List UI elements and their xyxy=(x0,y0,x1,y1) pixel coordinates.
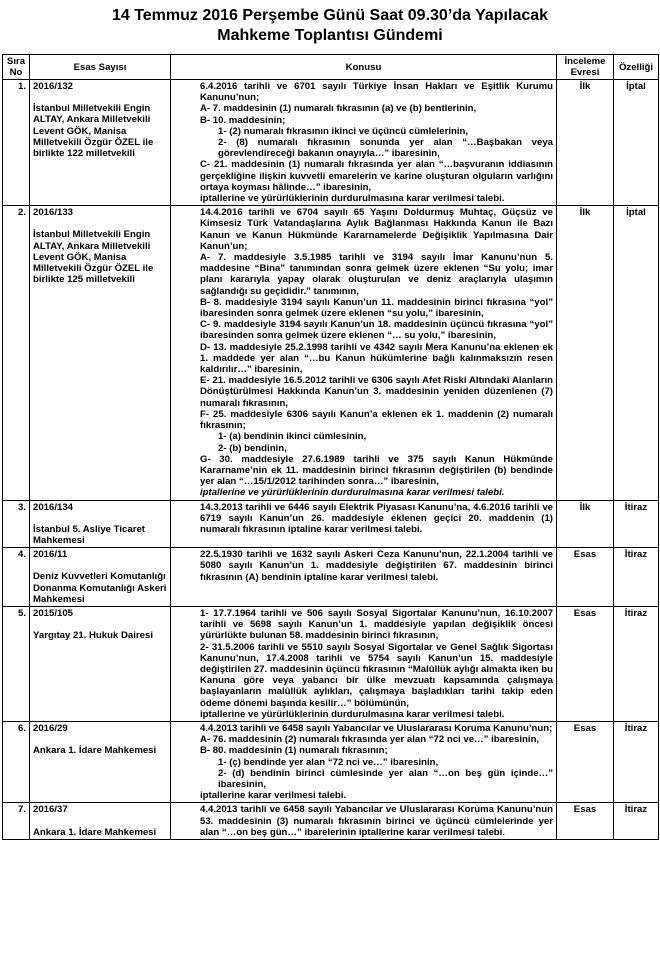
esas-number: 2016/37 xyxy=(33,804,68,816)
konusu-line: B- 8. maddesiyle 3194 sayılı Kanun’un 11. maddesinin birinci fıkrasına “yol” ibaresinden sonra gelmek üzere eklenen “su yolu,” ibaresinin, xyxy=(200,296,553,320)
konusu-line: 1- 17.7.1964 tarihli ve 506 sayılı Sosyal Sigortalar Kanunu’nun, 16.10.2007 tarihli ve 5698 sayılı Kanun’un 1. maddesiyle yapılan değişiklik öncesi yürürlükte bulunan 58. maddesinin birinci fıkrasının, xyxy=(200,607,553,642)
konusu-line: 14.3.2013 tarihli ve 6446 sayılı Elektrik Piyasası Kanunu’na, 4.6.2016 tarihli ve 6719 sayılı Kanun’un 26. maddesiyle eklenen geçici 20. maddenin (1) numaralı fıkrasının iptaline karar verilmesi talebi. xyxy=(200,501,553,535)
table-row xyxy=(3,80,659,206)
konusu-line: 6.4.2016 tarihli ve 6701 sayılı Türkiye İnsan Hakları ve Eşitlik Kurumu Kanunu’nun; xyxy=(200,81,553,104)
esas-number: 2016/132 xyxy=(33,81,74,92)
konusu-line: iptallerine ve yürürlüklerinin durdurulmasına karar verilmesi talebi. xyxy=(200,708,505,720)
konusu-line: 1- (2) numaralı fıkrasının ikinci ve üçüncü cümlelerinin, xyxy=(218,125,469,137)
table-row xyxy=(3,606,659,721)
konusu-line: F- 25. maddesiyle 6306 sayılı Kanun’a eklenen ek 1. maddenin (2) numaralı fıkrasının; xyxy=(200,408,553,432)
header-ozellik: Özelliği xyxy=(614,55,659,80)
konusu-cell xyxy=(171,606,557,721)
konusu-line: iptallerine karar verilmesi talebi. xyxy=(200,790,347,802)
ozellik: İtiraz xyxy=(614,548,659,607)
konusu-cell xyxy=(171,548,557,607)
row-number: 4. xyxy=(3,548,30,607)
inceleme-evresi: İlk xyxy=(557,80,614,206)
applicant: Ankara 1. İdare Mahkemesi xyxy=(33,745,157,757)
esas-cell xyxy=(30,500,171,548)
esas-number: 2016/134 xyxy=(33,501,74,513)
konusu-line: 22.5.1930 tarihli ve 1632 sayılı Askeri Ceza Kanunu’nun, 22.1.2004 tarihli ve 5080 sayılı Kanun’un 1. maddesiyle değiştirilen 67. maddesinin birinci fıkrasının (A) bendinin iptaline karar verilmesi talebi. xyxy=(200,549,553,583)
applicant: Ankara 1. İdare Mahkemesi xyxy=(33,826,157,838)
row-number: 2. xyxy=(3,206,30,500)
konusu-line: iptallerine ve yürürlüklerinin durdurulmasına karar verilmesi talebi. xyxy=(200,193,505,205)
esas-cell xyxy=(30,548,171,607)
table-row xyxy=(3,803,659,840)
konusu-line: 1- (a) bendinin ikinci cümlesinin, xyxy=(218,431,367,443)
ozellik: İptal xyxy=(614,206,659,500)
konusu-cell xyxy=(171,80,557,206)
konusu-line: iptallerine ve yürürlüklerinin durdurulmasına karar verilmesi talebi. xyxy=(200,487,505,499)
ozellik: İtiraz xyxy=(614,721,659,802)
ozellik: İtiraz xyxy=(614,803,659,840)
ozellik: İtiraz xyxy=(614,606,659,721)
esas-cell xyxy=(30,206,171,500)
konusu-line: 14.4.2016 tarihli ve 6704 sayılı 65 Yaşını Doldurmuş Muhtaç, Güçsüz ve Kimsesiz Türk Vatandaşlarına Aylık Bağlanması Hakkında Kanun ile Bazı Kanun ve Kanun Hükmünde Kararnamelerde Değişiklik Yapılmasına Dair Kanun’un; xyxy=(200,207,553,252)
title-line-2: Mahkeme Toplantısı Gündemi xyxy=(217,27,443,44)
konusu-line: G- 30. maddesiyle 27.6.1989 tarihli ve 375 sayılı Kanun Hükmünde Kararname’nin ek 11. maddesinin birinci fıkrasının değiştirilen (b) bendinde yer alan “…15/1/2012 tarihinden sonra…” ibaresinin, xyxy=(200,453,553,488)
header-sira: Sıra No xyxy=(3,55,30,80)
konusu-line: B- 10. maddesinin; xyxy=(200,114,286,126)
inceleme-evresi: Esas xyxy=(557,803,614,840)
inceleme-evresi: İlk xyxy=(557,500,614,548)
konusu-line: C- 9. maddesiyle 3194 sayılı Kanun’un 18. maddesinin üçüncü fıkrasına “yol” ibaresinden sonra gelmek üzere eklenen “… su yolu,” ibaresinin, xyxy=(200,319,553,342)
ozellik: İptal xyxy=(614,80,659,206)
header-esas: Esas Sayısı xyxy=(30,55,171,80)
table-row xyxy=(3,206,659,500)
esas-cell xyxy=(30,803,171,840)
konusu-cell xyxy=(171,721,557,802)
konusu-line: 2- 31.5.2006 tarihli ve 5510 sayılı Sosyal Sigortalar ve Genel Sağlık Sigortası Kanunu’nun, 17.4.2008 tarihli ve 5754 sayılı Kanun’un 15. maddesiyle değiştirilen 27. maddesinin üçüncü fıkrasının “Malûllük aylığı almakta iken bu Kanuna göre veya yabancı bir ülke mevzuatı kapsamında çalışmaya başlayanların malûllük aylıkları, çalışmaya başladıkları tarihi takip eden ödeme dönemi başında kesilir…” bölümünün, xyxy=(200,641,553,709)
page-title xyxy=(0,0,660,46)
agenda-body xyxy=(3,80,659,840)
applicant: Deniz Kuvvetleri Komutanlığı Donanma Komutanlığı Askeri Mahkemesi xyxy=(33,571,167,605)
applicant: İstanbul Milletvekili Engin ALTAY, Ankara Milletvekili Levent GÖK, Manisa Milletvekili Özgür ÖZEL ile birlikte 122 milletvekili xyxy=(33,103,154,160)
inceleme-evresi: Esas xyxy=(557,548,614,607)
konusu-cell xyxy=(171,500,557,548)
konusu-line: A- 7. maddesiyle 3.5.1985 tarihli ve 3194 sayılı İmar Kanunu’nun 5. maddesine “Bina” tanımından sonra gelmek üzere eklenen “Su yolu; imar planı kararıyla yapay olarak oluşturulan ve deniz araçlarıyla ulaşımın sağlandığı su geçididir.” tanımının, xyxy=(200,252,553,297)
esas-cell xyxy=(30,606,171,721)
applicant: İstanbul Milletvekili Engin ALTAY, Ankara Milletvekili Levent GÖK, Manisa Milletvekili Özgür ÖZEL ile birlikte 125 milletvekili xyxy=(33,229,154,286)
table-header-row xyxy=(3,55,659,80)
applicant: Yargıtay 21. Hukuk Dairesi xyxy=(33,630,153,642)
konusu-line: 1- (ç) bendinde yer alan “72 nci ve…” ibaresinin, xyxy=(218,756,439,768)
table-row xyxy=(3,500,659,548)
konusu-cell xyxy=(171,803,557,840)
esas-number: 2016/133 xyxy=(33,207,74,219)
row-number: 3. xyxy=(3,500,30,548)
esas-number: 2016/11 xyxy=(33,549,68,561)
esas-cell xyxy=(30,80,171,206)
row-number: 7. xyxy=(3,803,30,840)
table-row xyxy=(3,548,659,607)
konusu-line: 4.4.2013 tarihli ve 6458 sayılı Yabancılar ve Uluslararası Koruma Kanunu’nun; xyxy=(200,722,553,734)
konusu-line: C- 21. maddesinin (1) numaralı fıkrasında yer alan “…başvuranın iddiasının gerçekliğine ilişkin kuvvetli emarelerin ve karine oluşturan olguların varlığını ortaya koyması hâlinde…” ibaresinin, xyxy=(200,159,553,193)
konusu-line: A- 7. maddesinin (1) numaralı fıkrasının (a) ve (b) bentlerinin, xyxy=(200,103,477,115)
esas-number: 2016/29 xyxy=(33,722,68,734)
table-row xyxy=(3,721,659,802)
header-inceleme: İnceleme Evresi xyxy=(557,55,614,80)
konusu-cell xyxy=(171,206,557,500)
konusu-line: 2- (8) numaralı fıkrasının sonunda yer alan “…Başbakan veya görevlendireceği bakanın onayıyla…” ibaresinin, xyxy=(218,137,553,160)
applicant: İstanbul 5. Asliye Ticaret Mahkemesi xyxy=(33,523,145,546)
agenda-table xyxy=(2,54,659,840)
ozellik: İtiraz xyxy=(614,500,659,548)
row-number: 5. xyxy=(3,606,30,721)
header-konusu: Konusu xyxy=(171,55,557,80)
konusu-line: D- 13. maddesiyle 25.2.1998 tarihli ve 4342 sayılı Mera Kanunu’na eklenen ek 1. maddede yer alan “…bu Kanun hükümlerine bağlı kalınmaksızın resen kaldırılır…” ibaresinin, xyxy=(200,341,553,376)
konusu-line: B- 80. maddesinin (1) numaralı fıkrasının; xyxy=(200,745,388,757)
inceleme-evresi: Esas xyxy=(557,606,614,721)
row-number: 6. xyxy=(3,721,30,802)
inceleme-evresi: İlk xyxy=(557,206,614,500)
konusu-line: 2- (b) bendinin, xyxy=(218,442,287,454)
konusu-line: 4.4.2013 tarihli ve 6458 sayılı Yabancılar ve Uluslararası Koruma Kanunu’nun 53. maddesinin (3) numaralı fıkrasının birinci ve üçüncü cümlelerinde yer alan “…on beş gün…” ibarelerinin iptallerine karar verilmesi talebi. xyxy=(200,804,553,838)
konusu-line: E- 21. maddesiyle 16.5.2012 tarihli ve 6306 sayılı Afet Riski Altındaki Alanların Dönüştürülmesi Hakkında Kanun’un 3. maddesinin yeniden düzenlenen (7) numaralı fıkrasının, xyxy=(200,375,553,409)
inceleme-evresi: Esas xyxy=(557,721,614,802)
title-line-1: 14 Temmuz 2016 Perşembe Günü Saat 09.30’da Yapılacak xyxy=(111,7,549,24)
esas-number: 2015/105 xyxy=(33,607,74,619)
konusu-line: A- 76. maddesinin (2) numaralı fıkrasında yer alan “72 nci ve…” ibaresinin, xyxy=(200,734,540,746)
row-number: 1. xyxy=(3,80,30,206)
konusu-line: 2- (d) bendinin birinci cümlesinde yer alan “…on beş gün içinde…” ibaresinin, xyxy=(218,767,553,790)
esas-cell xyxy=(30,721,171,802)
